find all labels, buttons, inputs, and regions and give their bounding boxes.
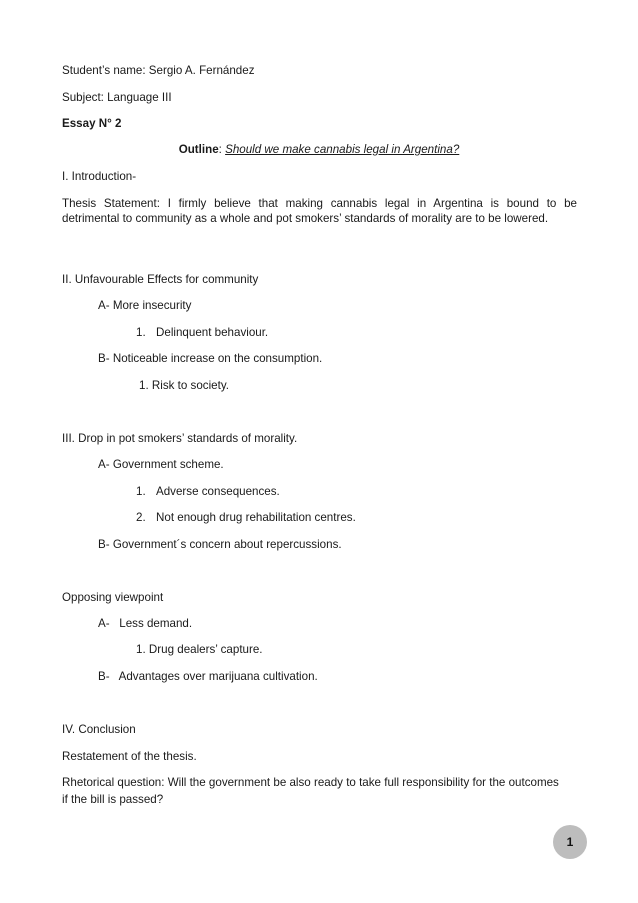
section3-heading: III. Drop in pot smokers’ standards of morality. <box>62 432 298 445</box>
s2-item-a-1 <box>136 326 268 340</box>
s2-item-b-1: 1. Risk to society. <box>139 379 229 392</box>
outline-topic: Should we make cannabis legal in Argentina? <box>225 143 460 156</box>
s3-item-a-2 <box>136 511 356 525</box>
thesis-line-1: Thesis Statement: I firmly believe that making cannabis legal in Argentina is bound to be <box>62 197 577 210</box>
s3-item-a-1-number: 1. <box>136 485 146 498</box>
rhetorical-line-1: Rhetorical question: Will the government be also ready to take full responsibility for the outcomes <box>62 776 559 789</box>
restatement: Restatement of the thesis. <box>62 750 197 763</box>
page-number-badge: 1 <box>553 825 587 859</box>
conclusion-heading: IV. Conclusion <box>62 723 136 736</box>
opposing-heading: Opposing viewpoint <box>62 591 164 604</box>
section2-heading: II. Unfavourable Effects for community <box>62 273 259 286</box>
student-name: Student’s name: Sergio A. Fernández <box>62 64 255 77</box>
s3-item-a-1 <box>136 485 280 499</box>
s3-item-a-2-text: Not enough drug rehabilitation centres. <box>156 511 356 524</box>
op-item-b: B- Advantages over marijuana cultivation. <box>98 670 318 683</box>
op-item-a: A- Less demand. <box>98 617 193 630</box>
subject-line: Subject: Language III <box>62 91 172 104</box>
intro-heading: I. Introduction- <box>62 170 137 183</box>
s3-item-a-1-text: Adverse consequences. <box>156 485 280 498</box>
outline-label: Outline <box>178 143 219 156</box>
rhetorical-line-2: if the bill is passed? <box>62 793 164 806</box>
outline-title <box>0 143 638 157</box>
outline-separator: : <box>218 143 226 156</box>
s2-item-a: A- More insecurity <box>98 299 192 312</box>
essay-number: Essay N° 2 <box>62 117 122 130</box>
s2-item-a-1-number: 1. <box>136 326 146 339</box>
s3-item-a-2-number: 2. <box>136 511 146 524</box>
op-item-a-1: 1. Drug dealers’ capture. <box>136 643 263 656</box>
thesis-line-2: detrimental to community as a whole and pot smokers’ standards of morality are to be lowered. <box>62 212 549 225</box>
s3-item-b: B- Government´s concern about repercussions. <box>98 538 342 551</box>
s3-item-a: A- Government scheme. <box>98 458 224 471</box>
s2-item-b: B- Noticeable increase on the consumption. <box>98 352 323 365</box>
s2-item-a-1-text: Delinquent behaviour. <box>156 326 269 339</box>
